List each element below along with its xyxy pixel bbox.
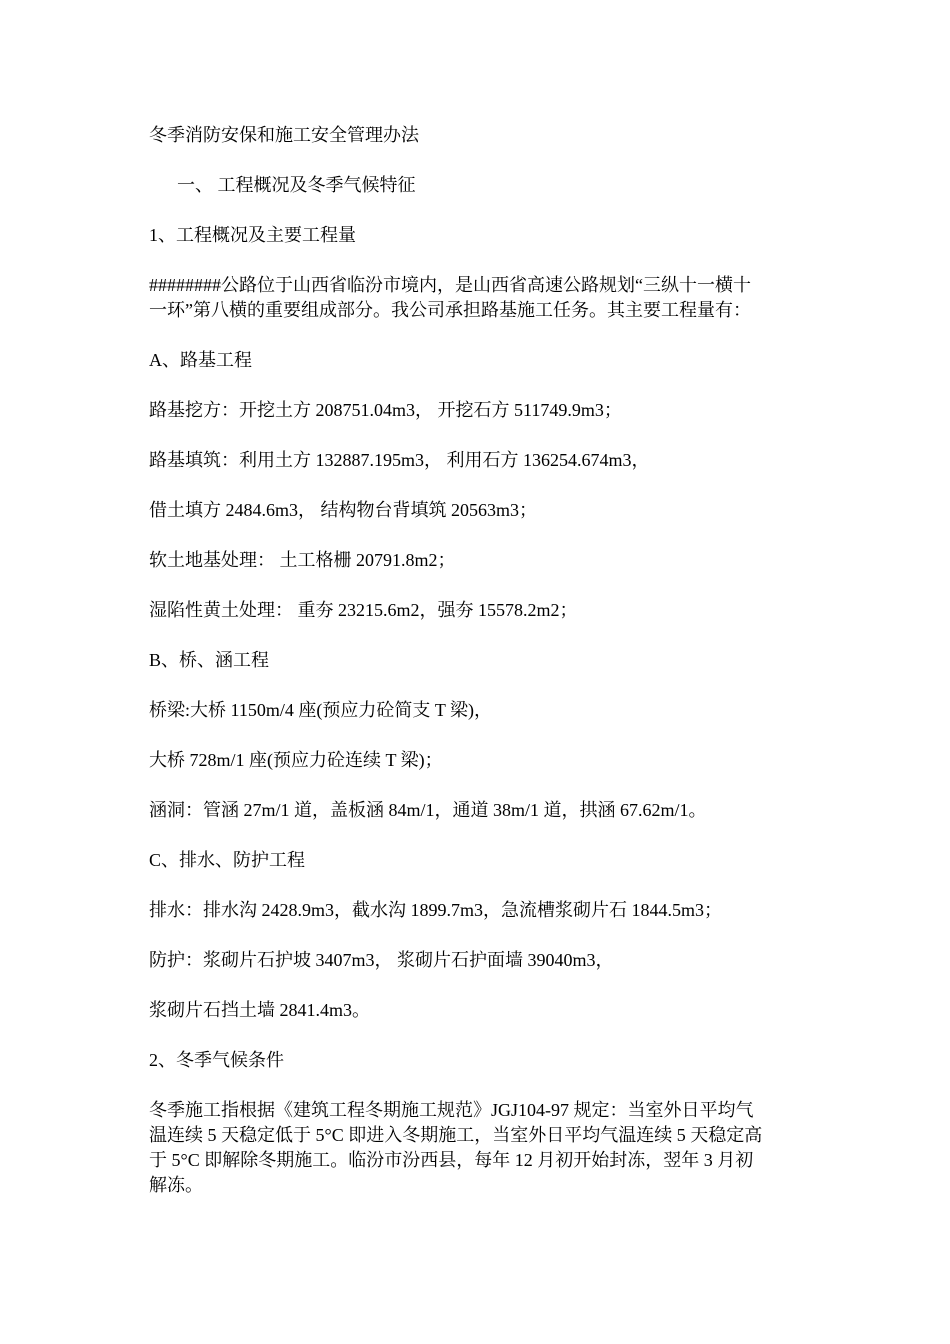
bridge-line-2: 大桥 728m/1 座(预应力砼连续 T 梁)；	[149, 750, 443, 770]
intro-line: 一环”第八横的重要组成部分。我公司承担路基施工任务。其主要工程量有：	[149, 300, 751, 320]
climate-line: 冬季施工指根据《建筑工程冬期施工规范》JGJ104-97 规定：当室外日平均气	[149, 1100, 754, 1120]
drainage-line: 排水：排水沟 2428.9m3，截水沟 1899.7m3，急流槽浆砌片石 1844.5m3；	[149, 900, 723, 920]
intro-line: ########公路位于山西省临汾市境内，是山西省高速公路规划“三纵十一横十	[149, 275, 751, 295]
subsection-heading-2: 2、冬季气候条件	[149, 1050, 284, 1070]
retaining-wall-line: 浆砌片石挡土墙 2841.4m3。	[149, 1000, 371, 1020]
section-heading-1: 一、 工程概况及冬季气候特征	[177, 175, 416, 195]
roadbed-heading: A、路基工程	[149, 350, 252, 370]
bridge-culvert-heading: B、桥、涵工程	[149, 650, 270, 670]
loess-treatment: 湿陷性黄土处理： 重夯 23215.6m2，强夯 15578.2m2；	[149, 600, 578, 620]
drainage-heading: C、排水、防护工程	[149, 850, 306, 870]
borrow-fill: 借土填方 2484.6m3， 结构物台背填筑 20563m3；	[149, 500, 538, 520]
protection-line: 防护：浆砌片石护坡 3407m3， 浆砌片石护面墙 39040m3，	[149, 950, 614, 970]
roadbed-excavation: 路基挖方：开挖土方 208751.04m3， 开挖石方 511749.9m3；	[149, 400, 622, 420]
bridge-line-1: 桥梁:大桥 1150m/4 座(预应力砼简支 T 梁)，	[149, 700, 492, 720]
climate-line: 于 5°C 即解除冬期施工。临汾市汾西县，每年 12 月初开始封冻，翌年 3 月初	[149, 1150, 754, 1170]
subsection-heading-1: 1、工程概况及主要工程量	[149, 225, 356, 245]
climate-line: 温连续 5 天稳定低于 5°C 即进入冬期施工，当室外日平均气温连续 5 天稳定高	[149, 1125, 763, 1145]
roadbed-fill: 路基填筑：利用土方 132887.195m3， 利用石方 136254.674m3，	[149, 450, 650, 470]
soft-soil-treatment: 软土地基处理： 土工格栅 20791.8m2；	[149, 550, 456, 570]
document-title: 冬季消防安保和施工安全管理办法	[149, 125, 419, 145]
culvert-line: 涵洞：管涵 27m/1 道，盖板涵 84m/1，通道 38m/1 道，拱涵 67.62m/1。	[149, 800, 707, 820]
climate-line: 解冻。	[149, 1175, 203, 1195]
